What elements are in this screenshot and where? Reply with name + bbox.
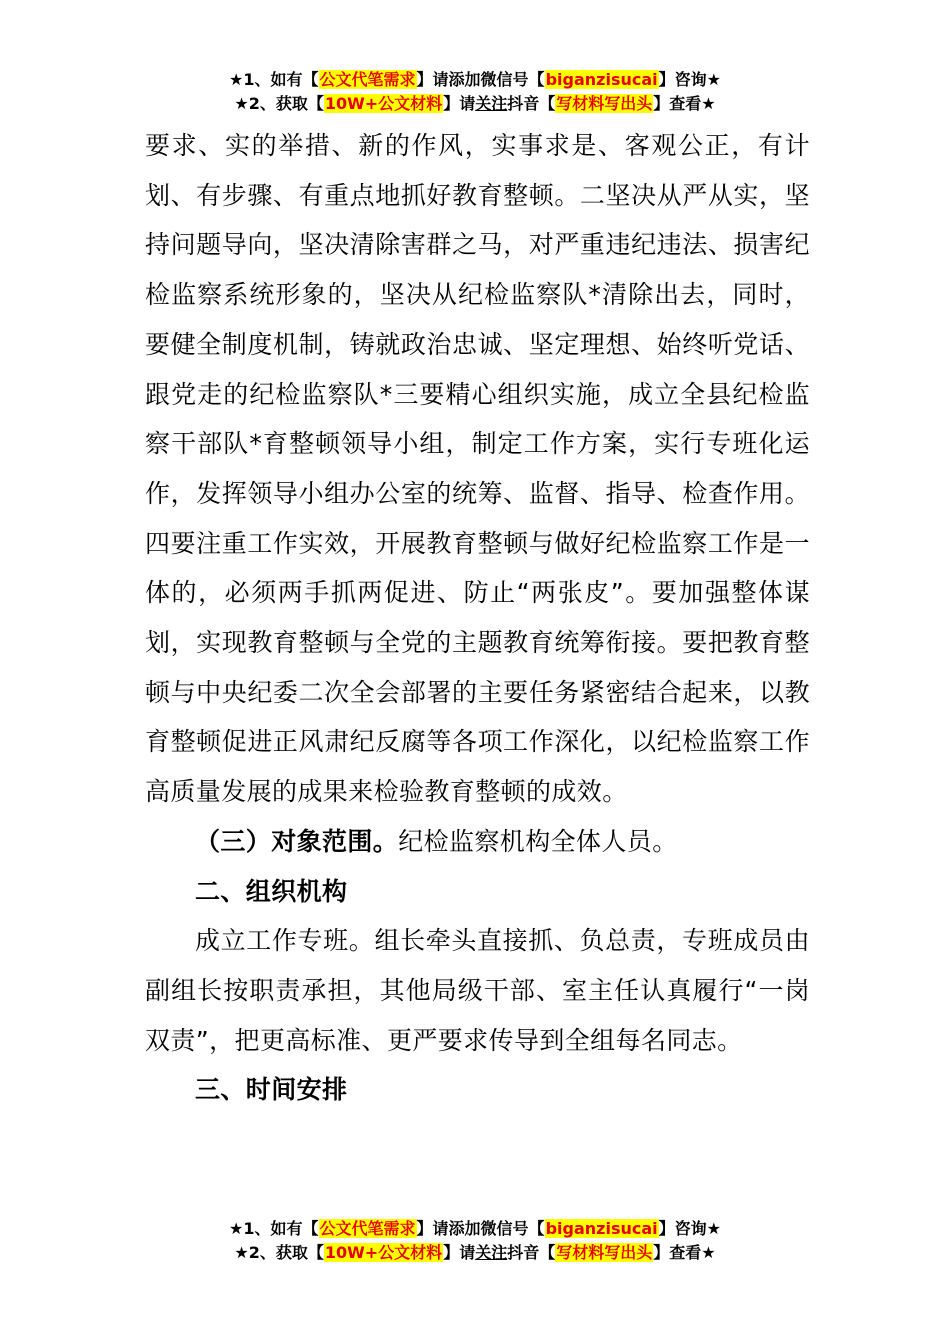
highlight-service: 公文代笔需求	[319, 1219, 416, 1238]
heading-schedule: 三、时间安排	[195, 1075, 348, 1105]
promo-line-2: ★2、获取【10W+公文材料】请关注抖音【写材料写出头】查看★	[234, 1243, 716, 1262]
highlight-service: 公文代笔需求	[319, 70, 416, 89]
promo-banner-bottom	[0, 1218, 950, 1266]
star-icon: ★	[234, 1243, 249, 1262]
highlight-wechat-id: biganzisucai	[545, 1219, 658, 1238]
highlight-wechat-id: biganzisucai	[545, 70, 658, 89]
paragraph-scope: （三）对象范围。纪检监察机构全体人员。	[195, 826, 678, 856]
highlight-materials: 10W+公文材料	[324, 1243, 443, 1262]
star-icon: ★	[229, 70, 244, 89]
highlight-douyin: 写材料写出头	[556, 94, 653, 113]
highlight-douyin: 写材料写出头	[556, 1243, 653, 1262]
star-icon: ★	[234, 94, 249, 113]
paragraph-organization: 成立工作专班。组长牵头直接抓、负总责，专班成员由副组长按职责承担，其他局级干部、室主任认真履行“一岗双责”，把更高标准、更严要求传导到全组每名同志。	[145, 926, 810, 1055]
document-body	[145, 121, 810, 1115]
star-icon: ★	[706, 1219, 721, 1238]
paragraph-requirements: 要求、实的举措、新的作风，实事求是、客观公正，有计划、有步骤、有重点地抓好教育整顿。二坚决从严从实，坚持问题导向，坚决清除害群之马，对严重违纪违法、损害纪检监察系统形象的，坚决从纪检监察队*清除出去，同时，要健全制度机制，铸就政治忠诚、坚定理想、始终听党话、跟党走的纪检监察队*三要精心组织实施，成立全县纪检监察干部队*育整顿领导小组，制定工作方案，实行专班化运作，发挥领导小组办公室的统筹、监督、指导、检查作用。四要注重工作实效，开展教育整顿与做好纪检监察工作是一体的，必须两手抓两促进、防止“两张皮”。要加强整体谋划，实现教育整顿与全党的主题教育统筹衔接。要把教育整顿与中央纪委二次全会部署的主要任务紧密结合起来，以教育整顿促进正风肃纪反腐等各项工作深化，以纪检监察工作高质量发展的成果来检验教育整顿的成效。	[145, 131, 810, 807]
promo-banner-top	[0, 69, 950, 117]
promo-line-1: ★1、如有【公文代笔需求】请添加微信号【biganzisucai】咨询★	[229, 70, 721, 89]
highlight-materials: 10W+公文材料	[324, 94, 443, 113]
section-label-scope: （三）对象范围。	[195, 826, 399, 856]
promo-line-1: ★1、如有【公文代笔需求】请添加微信号【biganzisucai】咨询★	[229, 1219, 721, 1238]
star-icon: ★	[229, 1219, 244, 1238]
heading-organization: 二、组织机构	[195, 876, 348, 906]
star-icon: ★	[706, 70, 721, 89]
star-icon: ★	[701, 94, 716, 113]
promo-line-2: ★2、获取【10W+公文材料】请关注抖音【写材料写出头】查看★	[234, 94, 716, 113]
star-icon: ★	[701, 1243, 716, 1262]
